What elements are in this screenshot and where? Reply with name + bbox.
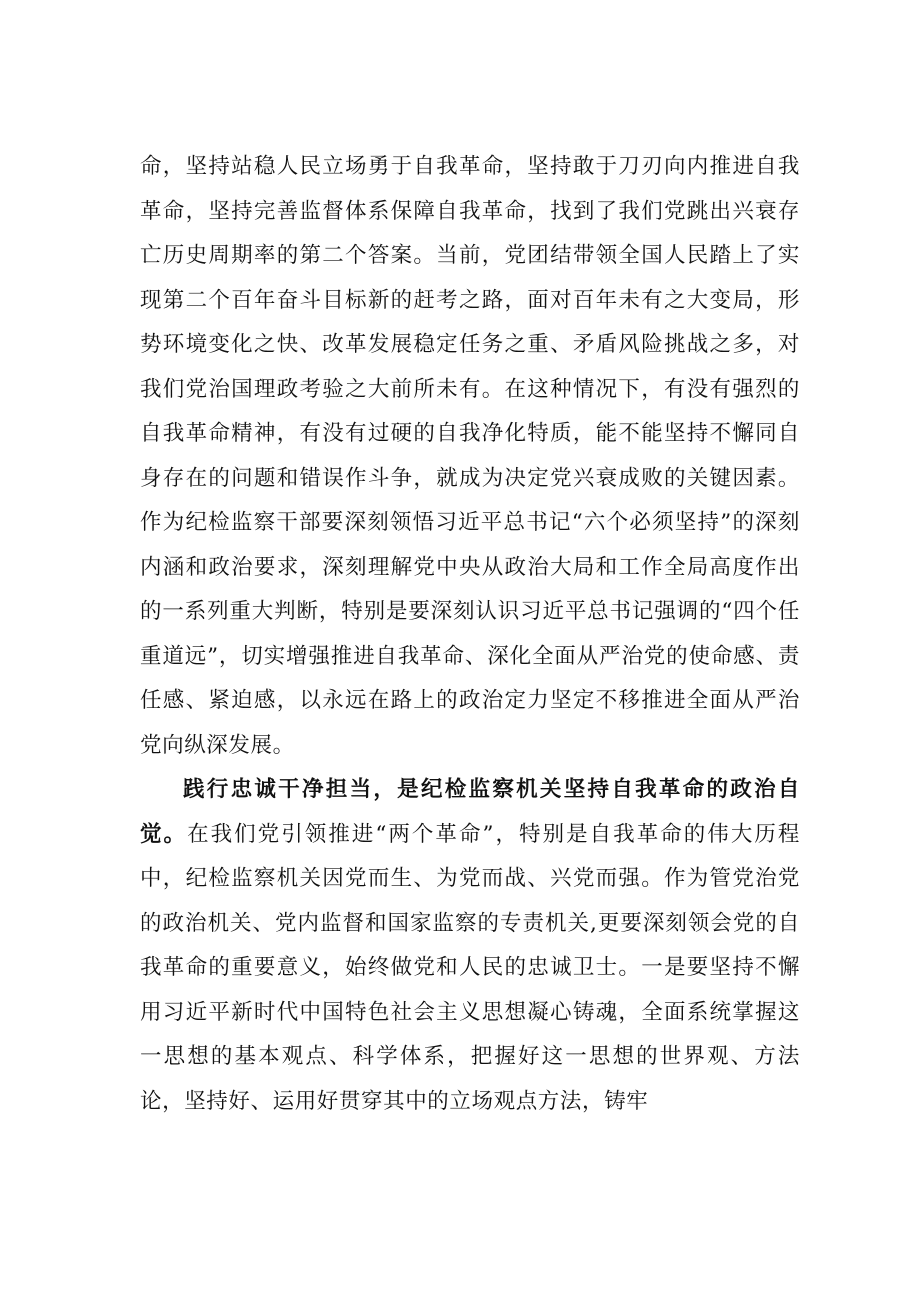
document-body <box>140 145 800 1124</box>
paragraph-continued <box>140 145 800 768</box>
paragraph-text: 在我们党引领推进“两个革命”，特别是自我革命的伟大历程中，纪检监察机关因党而生、为党而战、兴党而强。作为管党治党的政治机关、党内监督和国家监察的专责机关,更要深刻领会党的自我革命的重要意义，始终做党和人民的忠诚卫士。一是要坚持不懈用习近平新时代中国特色社会主义思想凝心铸魂，全面系统掌握这一思想的基本观点、科学体系，把握好这一思想的世界观、方法论，坚持好、运用好贯穿其中的立场观点方法，铸牢 <box>140 821 801 1114</box>
paragraph-political-awareness <box>140 768 800 1124</box>
paragraph-text: 命，坚持站稳人民立场勇于自我革命，坚持敢于刀刃向内推进自我革命，坚持完善监督体系保障自我革命，找到了我们党跳出兴衰存亡历史周期率的第二个答案。当前，党团结带领全国人民踏上了实现第二个百年奋斗目标新的赶考之路，面对百年未有之大变局，形势环境变化之快、改革发展稳定任务之重、矛盾风险挑战之多，对我们党治国理政考验之大前所未有。在这种情况下，有没有强烈的自我革命精神，有没有过硬的自我净化特质，能不能坚持不懈同自身存在的问题和错误作斗争，就成为决定党兴衰成败的关键因素。作为纪检监察干部要深刻领悟习近平总书记“六个必须坚持”的深刻内涵和政治要求，深刻理解党中央从政治大局和工作全局高度作出的一系列重大判断，特别是要深刻认识习近平总书记强调的“四个任重道远”，切实增强推进自我革命、深化全面从严治党的使命感、责任感、紧迫感，以永远在路上的政治定力坚定不移推进全面从严治党向纵深发展。 <box>140 154 800 758</box>
paragraph-bold-lead: 践行忠诚干净担当，是纪检监察机关坚持自我革命的政治自觉。 <box>140 777 800 847</box>
